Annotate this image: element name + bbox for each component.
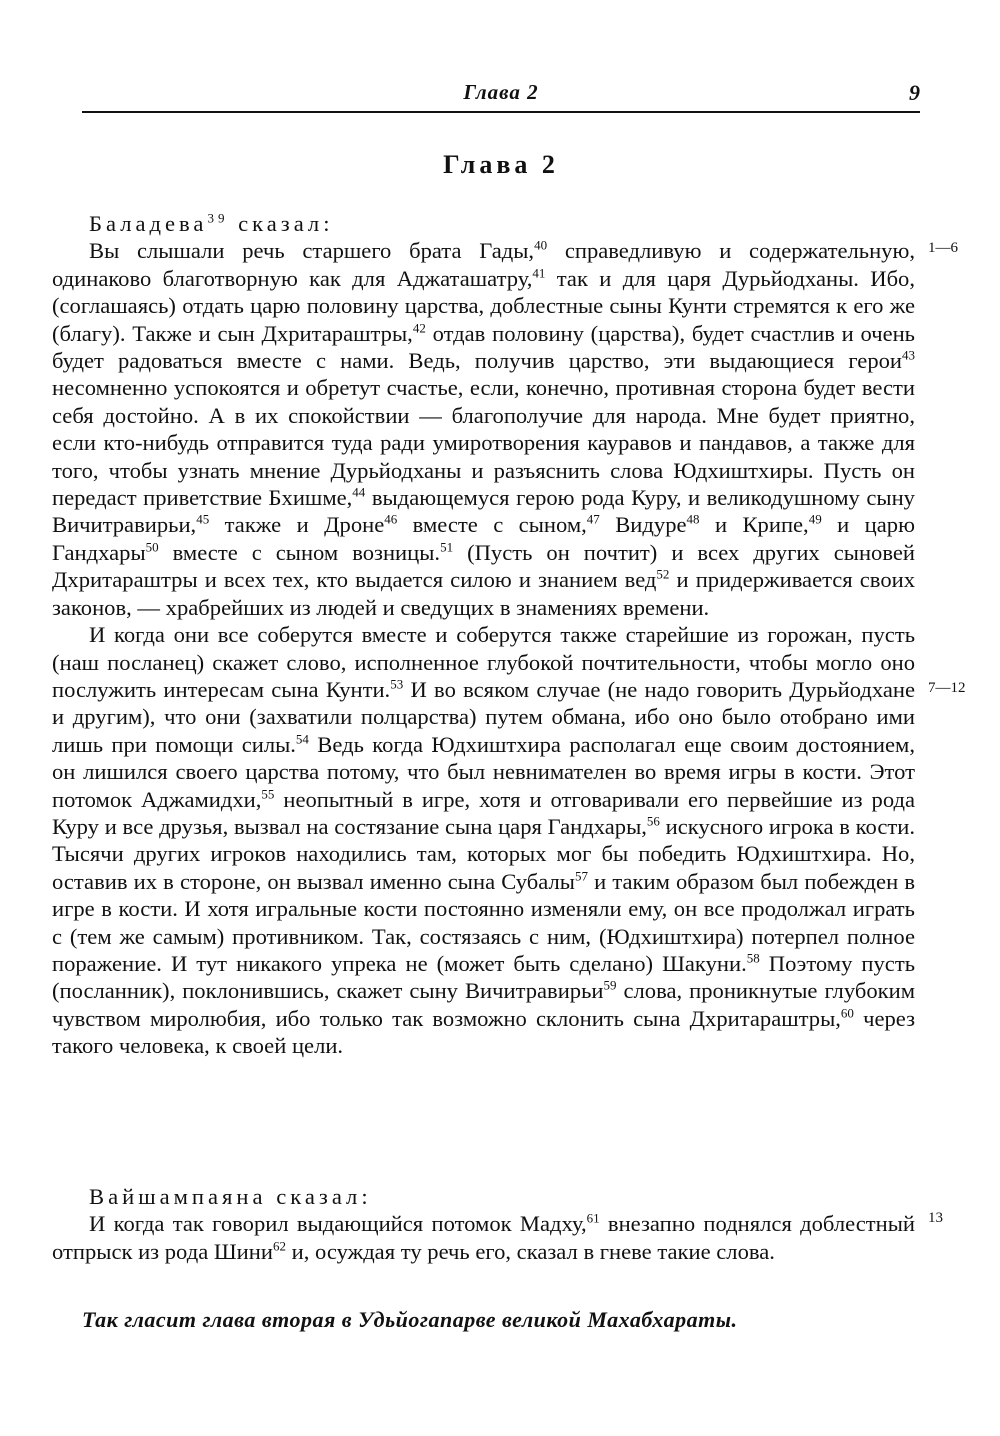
note-ref: 42 — [412, 320, 426, 336]
note-ref: 57 — [574, 868, 588, 884]
note-ref: 49 — [808, 511, 822, 527]
running-header — [82, 80, 920, 110]
speaker-heading — [52, 210, 915, 237]
note-ref: 61 — [586, 1210, 600, 1226]
note-ref: 58 — [746, 950, 760, 966]
paragraph: И когда они все соберутся вместе и соберутся также старейшие из горожан, пусть (наш посланец) скажет слово, исполненное глубокой почтительности, чтобы могло оно послужить интересам сына Кунти.$^{53}$ И во всяком случае (не надо говорить Дурьйодхане и другим), что они (захватили полцарства) путем обмана, ибо оно было отобрано ими лишь при помощи силы.$^{54}$ Ведь когда Юдхиштхира располагал еще своим достоянием, он лишился своего царства потому, что был невнимателен во время игры в кости. Этот потомок Аджамидхи,$^{55}$ неопытный в игре, хотя и отговаривали его первейшие из рода Куру и все друзья, вызвал на состязание сына царя Гандхары,$^{56}$ искусного игрока в кости. Тысячи других игроков находились там, которых мог бы победить Юдхиштхира. Но, оставив их в стороне, он вызвал именно сына Субалы$^{57}$ и таким образом был побежден в игре в кости. И хотя игральные кости постоянно изменяли ему, он все продолжал играть с (тем же самым) противником. Так, состязаясь с ним, (Юдхиштхира) потерпел полное поражение. И тут никакого упрека не (может быть сделано) Шакуни.$^{58}$ Поэтому пусть (посланник), поклонившись, скажет сыну Вичитравирьи$^{59}$ слова, проникнутые глубоким чувством миролюбия, ибо только так возможно склонить сына Дхритараштры,$^{60}$ через такого человека, к своей цели. — [52, 622, 915, 1059]
note-ref: 47 — [586, 511, 600, 527]
speaker-verb: сказал: — [276, 1184, 372, 1209]
note-ref: 39 — [207, 210, 229, 226]
paragraph: Вы слышали речь старшего брата Гады,$^{40}$ справедливую и содержательную, одинаково благотворную как для Аджаташатру,$^{41}$ так и для царя Дурьйодханы. Ибо, (соглашаясь) отдать царю половину царства, доблестные сыны Кунти стремятся к его же (благу). Также и сын Дхритараштры,$^{42}$ отдав половину (царства), будет счастлив и очень будет радоваться вместе с нами. Ведь, получив царство, эти выдающиеся герои$^{43}$ несомненно успокоятся и обретут счастье, если, конечно, противная сторона будет вести себя достойно. А в их спокойствии — благополучие для народа. Мне будет приятно, если кто-нибудь отправится туда ради умиротворения кауравов и пандавов, а также для того, чтобы узнать мнение Дурьйодханы и разъяснить слова Юдхиштхиры. Пусть он передаст приветствие Бхишме,$^{44}$ выдающемуся герою рода Куру, и великодушному сыну Вичитравирьи,$^{45}$ также и Дроне$^{46}$ вместе с сыном,$^{47}$ Видуре$^{48}$ и Крипе,$^{49}$ и царю Гандхары$^{50}$ вместе с сыном возницы.$^{51}$ (Пусть он почтит) и всех других сыновей Дхритараштры и всех тех, кто выдается силою и знанием вед$^{52}$ и придерживается своих законов, — храбрейших из людей и сведущих в знамениях времени. — [52, 237, 916, 620]
note-ref: 41 — [532, 265, 546, 281]
colophon: Так гласит глава вторая в Удьйогапарве великой Махабхараты. — [82, 1307, 738, 1332]
verse-range-marker: 13 — [928, 1210, 943, 1226]
header-rule — [82, 111, 920, 113]
note-ref: 60 — [840, 1005, 854, 1021]
note-ref: 53 — [390, 676, 404, 692]
speaker-name: Вайшампаяна — [89, 1184, 267, 1209]
speaker-verb: сказал: — [238, 211, 334, 236]
verse-range-marker: 1—6 — [928, 240, 958, 256]
note-ref: 44 — [352, 484, 366, 500]
verse-range-marker: 7—12 — [928, 680, 966, 696]
note-ref: 59 — [603, 977, 617, 993]
note-ref: 50 — [145, 539, 159, 555]
note-ref: 52 — [656, 566, 670, 582]
note-ref: 55 — [261, 786, 275, 801]
note-ref: 56 — [646, 813, 660, 829]
running-title: Глава 2 — [463, 80, 539, 104]
page-number: 9 — [909, 80, 920, 105]
chapter-title: Глава 2 — [443, 150, 559, 179]
note-ref: 51 — [440, 539, 454, 555]
note-ref: 48 — [686, 511, 700, 527]
speaker-heading — [52, 1183, 915, 1210]
note-ref: 45 — [196, 511, 210, 527]
note-ref: 43 — [902, 347, 915, 363]
note-ref: 54 — [295, 731, 309, 747]
section-baladeva — [52, 210, 915, 1060]
paragraph: И когда так говорил выдающийся потомок Мадху,$^{61}$ внезапно поднялся доблестный отпрыск из рода Шини$^{62}$ и, осуждая ту речь его, сказал в гневе такие слова. — [52, 1210, 915, 1264]
note-ref: 46 — [384, 511, 398, 527]
note-ref: 62 — [272, 1238, 286, 1254]
speaker-name: Баладева — [89, 211, 208, 236]
section-vaishampayana — [52, 1183, 915, 1265]
note-ref: 40 — [534, 237, 548, 253]
